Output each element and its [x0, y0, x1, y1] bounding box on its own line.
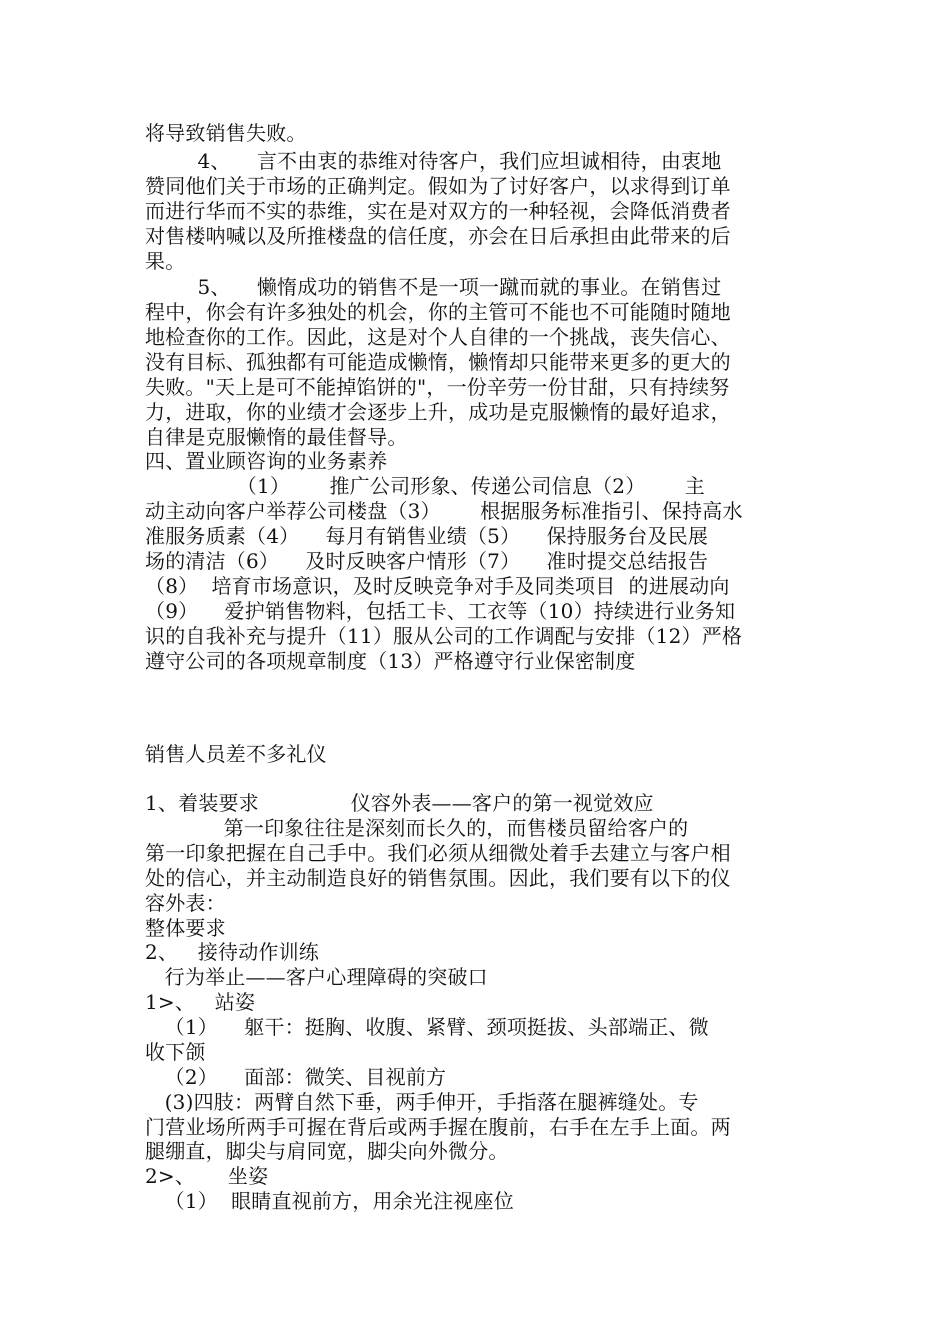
- section-title: 销售人员差不多礼仪: [145, 742, 327, 766]
- section-heading: 1、着装要求 仪容外表——客户的第一视觉效应: [145, 791, 654, 815]
- text-line: 5、 懒惰成功的销售不是一项一蹴而就的事业。在销售过: [145, 275, 722, 299]
- text-line: 程中，你会有许多独处的机会，你的主管可不能也不可能随时随地: [145, 300, 731, 324]
- text-line: 地检查你的工作。因此，这是对个人自律的一个挑战，丧失信心、: [145, 325, 731, 349]
- text-line: 而进行华而不实的恭维，实在是对双方的一种轻视，会降低消费者: [145, 199, 731, 223]
- text-line: 处的信心，并主动制造良好的销售氛围。因此，我们要有以下的仪: [145, 866, 731, 890]
- text-line: 腿绷直，脚尖与肩同宽，脚尖向外微分。: [145, 1139, 509, 1163]
- text-line: （1） 推广公司形象、传递公司信息（2） 主: [145, 474, 705, 498]
- subsection-heading: 2>、 坐姿: [145, 1164, 269, 1188]
- text-line: 识的自我补充与提升（11）服从公司的工作调配与安排（12）严格: [145, 624, 743, 648]
- text-line: 第一印象把握在自己手中。我们必须从细微处着手去建立与客户相: [145, 841, 731, 865]
- text-line: 整体要求: [145, 916, 226, 940]
- text-line: 对售楼呐喊以及所推楼盘的信任度，亦会在日后承担由此带来的后: [145, 224, 731, 248]
- text-line: （9） 爱护销售物料，包括工卡、工衣等（10）持续进行业务知: [145, 599, 736, 623]
- text-line: 场的清洁（6） 及时反映客户情形（7） 准时提交总结报告: [145, 549, 709, 573]
- text-line: 将导致销售失败。: [145, 121, 307, 145]
- text-line: 遵守公司的各项规章制度（13）严格遵守行业保密制度: [145, 649, 636, 673]
- text-line: 动主动向客户举荐公司楼盘（3） 根据服务标准指引、保持高水: [145, 499, 743, 523]
- text-line: 门营业场所两手可握在背后或两手握在腹前，右手在左手上面。两: [145, 1115, 731, 1139]
- text-line: 失败。"天上是可不能掉馅饼的"，一份辛劳一份甘甜，只有持续努: [145, 375, 730, 399]
- text-line: （2） 面部：微笑、目视前方: [145, 1065, 447, 1089]
- section-heading: 2、 接待动作训练: [145, 940, 319, 964]
- text-line: 容外表：: [145, 891, 226, 915]
- text-line: 行为举止——客户心理障碍的突破口: [145, 965, 488, 989]
- text-line: 赞同他们关于市场的正确判定。假如为了讨好客户，以求得到订单: [145, 174, 731, 198]
- text-line: (3)四肢：两臂自然下垂，两手伸开，手指落在腿裤缝处。专: [145, 1090, 699, 1114]
- text-line: （8） 培育市场意识，及时反映竞争对手及同类项目 的进展动向: [145, 574, 730, 598]
- text-line: 4、 言不由衷的恭维对待客户，我们应坦诚相待，由衷地: [145, 149, 722, 173]
- text-line: 自律是克服懒惰的最佳督导。: [145, 425, 408, 449]
- text-line: 果。: [145, 249, 186, 273]
- section-heading: 四、置业顾咨询的业务素养: [145, 449, 388, 473]
- subsection-heading: 1>、 站姿: [145, 990, 256, 1014]
- text-line: （1） 眼睛直视前方，用余光注视座位: [145, 1189, 514, 1213]
- text-line: 收下颌: [145, 1040, 206, 1064]
- text-line: 第一印象往往是深刻而长久的，而售楼员留给客户的: [145, 816, 689, 840]
- text-line: （1） 躯干：挺胸、收腹、紧臂、颈项挺拔、头部端正、微: [145, 1015, 709, 1039]
- text-line: 准服务质素（4） 每月有销售业绩（5） 保持服务台及民展: [145, 524, 709, 548]
- text-line: 力，进取，你的业绩才会逐步上升，成功是克服懒惰的最好追求，: [145, 400, 731, 424]
- text-line: 没有目标、孤独都有可能造成懒惰，懒惰却只能带来更多的更大的: [145, 350, 731, 374]
